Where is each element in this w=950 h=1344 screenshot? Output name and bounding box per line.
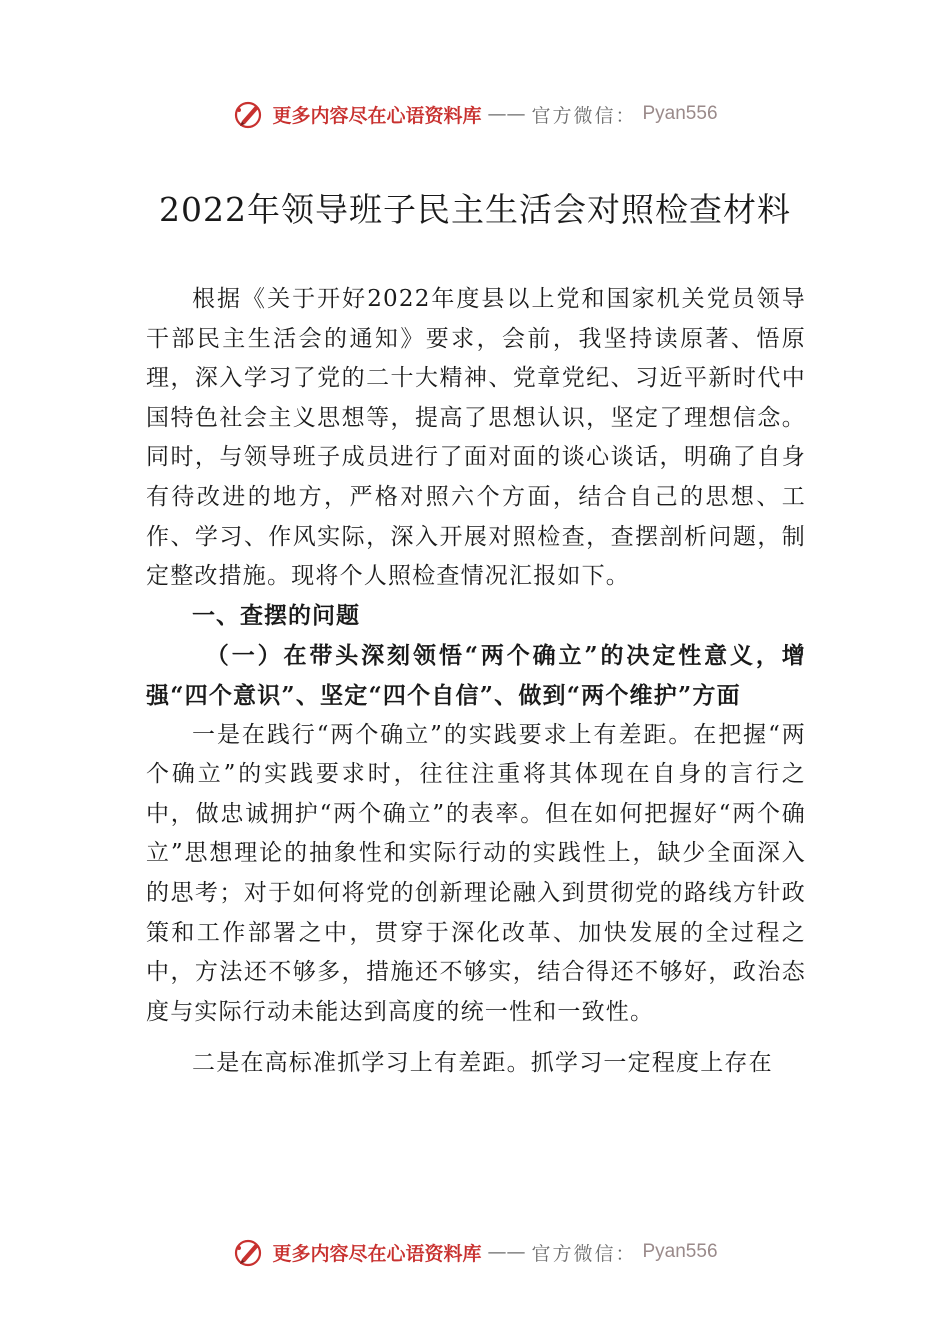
body-paragraph-2: 二是在高标准抓学习上有差距。抓学习一定程度上存在 — [192, 1050, 773, 1077]
body-paragraph-1: 一是在践行“两个确立”的实践要求上有差距。在把握“两个确立”的实践要求时，往往注重将其体现在自身的言行之中，做忠诚拥护“两个确立”的表率。但在如何把握好“两个确立”思想理论的抽象性和实际行动的实践性上，缺少全面深入的思考；对于如何将党的创新理论融入到贯彻党的路线方针政策和工作部署之中，贯穿于深化改革、加快发展的全过程之中，方法还不够多，措施还不够实，结合得还不够好，政治态度与实际行动未能达到高度的统一性和一致性。 — [146, 721, 806, 1025]
pen-logo-icon — [232, 1235, 266, 1269]
banner-dash: —— — [487, 103, 526, 125]
subsection-heading: （一）在带头深刻领悟“两个确立”的决定性意义，增强“四个意识”、坚定“四个自信”、做到“两个维护”方面 — [146, 642, 806, 709]
intro-paragraph: 根据《关于开好2022年度县以上党和国家机关党员领导干部民主生活会的通知》要求，会前，我坚持读原著、悟原理，深入学习了党的二十大精神、党章党纪、习近平新时代中国特色社会主义思想等，提高了思想认识，坚定了理想信念。同时，与领导班子成员进行了面对面的谈心谈话，明确了自身有待改进的地方，严格对照六个方面，结合自己的思想、工作、学习、作风实际，深入开展对照检查，查摆剖析问题，制定整改措施。现将个人照检查情况汇报如下。 — [146, 286, 806, 590]
banner-gray-text: 官方微信： — [531, 1242, 637, 1265]
document-title: 2022年领导班子民主生活会对照检查材料 — [159, 190, 791, 229]
banner-red-text: 更多内容尽在心语资料库 — [272, 1242, 482, 1265]
banner-dash: —— — [487, 1241, 526, 1263]
document-body — [146, 280, 806, 1084]
section-heading: 一、查摆的问题 — [192, 602, 360, 629]
pen-logo-icon — [232, 97, 266, 131]
footer-banner — [0, 1232, 950, 1272]
banner-red-text: 更多内容尽在心语资料库 — [272, 104, 482, 127]
banner-gray-text: 官方微信： — [531, 104, 637, 127]
banner-wechat-id: Pyan556 — [642, 1241, 718, 1262]
banner-wechat-id: Pyan556 — [642, 103, 718, 124]
header-banner — [0, 94, 950, 134]
